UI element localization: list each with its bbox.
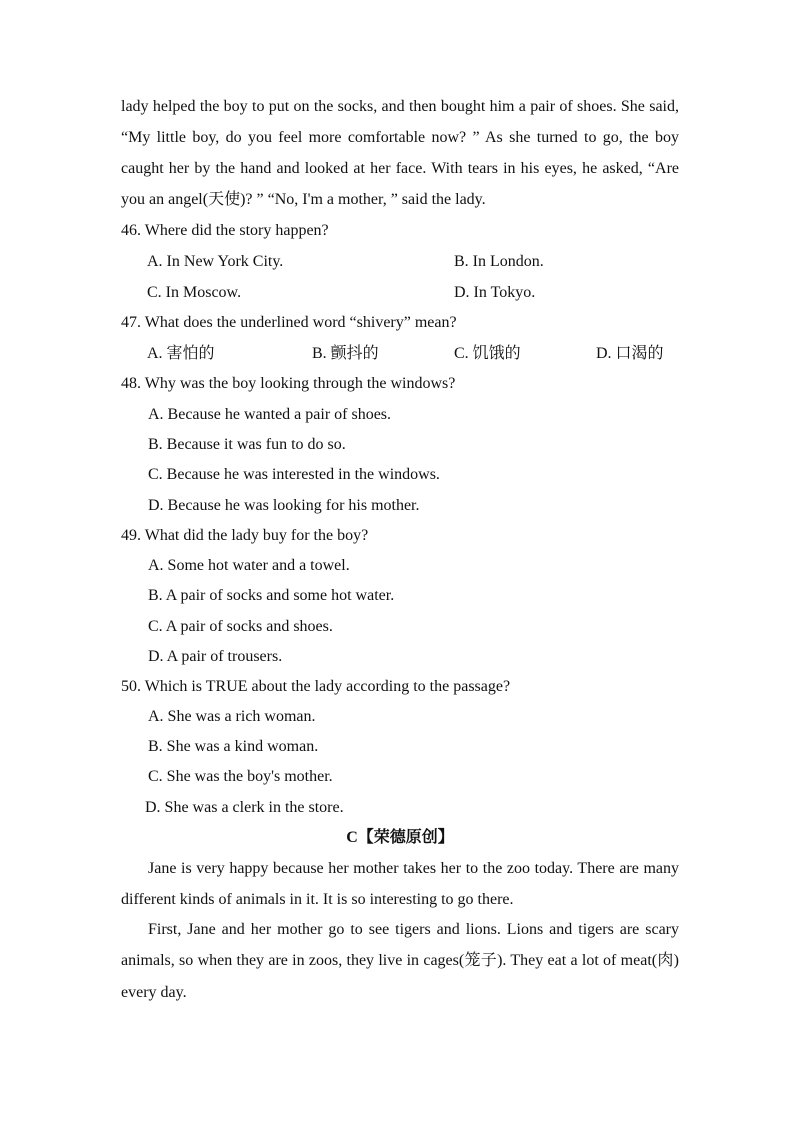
question-49-option-d: D. A pair of trousers. [148, 648, 283, 665]
question-49-stem: 49. What did the lady buy for the boy? [121, 527, 369, 544]
question-50-option-d: D. She was a clerk in the store. [145, 799, 344, 816]
question-47-option-a: A. 害怕的 [147, 345, 215, 362]
question-50-option-b: B. She was a kind woman. [148, 738, 319, 755]
question-48-stem: 48. Why was the boy looking through the windows? [121, 375, 456, 392]
question-50-stem: 50. Which is TRUE about the lady according to the passage? [121, 678, 511, 695]
question-48-option-a: A. Because he wanted a pair of shoes. [148, 406, 392, 423]
question-50-option-c: C. She was the boy's mother. [148, 768, 333, 785]
question-46-option-b: B. In London. [454, 253, 544, 270]
question-50-option-a: A. She was a rich woman. [148, 708, 316, 725]
passage-line: lady helped the boy to put on the socks, and then bought him a pair of shoes. She said, [121, 98, 679, 115]
question-48-option-c: C. Because he was interested in the windows. [148, 466, 440, 483]
section-c-heading: C【荣德原创】 [346, 829, 454, 846]
question-46-stem: 46. Where did the story happen? [121, 222, 329, 239]
question-47-option-d: D. 口渴的 [596, 345, 664, 362]
question-46-option-d: D. In Tokyo. [454, 284, 536, 301]
question-46-option-c: C. In Moscow. [147, 284, 242, 301]
section-c-paragraph1-line: Jane is very happy because her mother takes her to the zoo today. There are many [148, 860, 679, 877]
question-47-stem: 47. What does the underlined word “shivery” mean? [121, 314, 457, 331]
question-49-option-a: A. Some hot water and a towel. [148, 557, 350, 574]
section-c-paragraph2-line: First, Jane and her mother go to see tigers and lions. Lions and tigers are scary [148, 921, 679, 938]
question-49-option-b: B. A pair of socks and some hot water. [148, 587, 395, 604]
question-49-option-c: C. A pair of socks and shoes. [148, 618, 333, 635]
question-48-option-d: D. Because he was looking for his mother. [148, 497, 420, 514]
passage-line: caught her by the hand and looked at her face. With tears in his eyes, he asked, “Are [121, 160, 679, 177]
section-c-paragraph1-line: different kinds of animals in it. It is so interesting to go there. [121, 891, 514, 908]
passage-line: “My little boy, do you feel more comfortable now? ” As she turned to go, the boy [121, 129, 679, 146]
passage-line: you an angel(天使)? ” “No, I'm a mother, ” said the lady. [121, 191, 486, 208]
section-c-paragraph2-line: animals, so when they are in zoos, they live in cages(笼子). They eat a lot of meat(肉) [121, 952, 679, 969]
section-c-paragraph2-line: every day. [121, 984, 187, 1001]
question-48-option-b: B. Because it was fun to do so. [148, 436, 346, 453]
question-47-option-b: B. 颤抖的 [312, 345, 379, 362]
question-47-option-c: C. 饥饿的 [454, 345, 521, 362]
question-46-option-a: A. In New York City. [147, 253, 284, 270]
